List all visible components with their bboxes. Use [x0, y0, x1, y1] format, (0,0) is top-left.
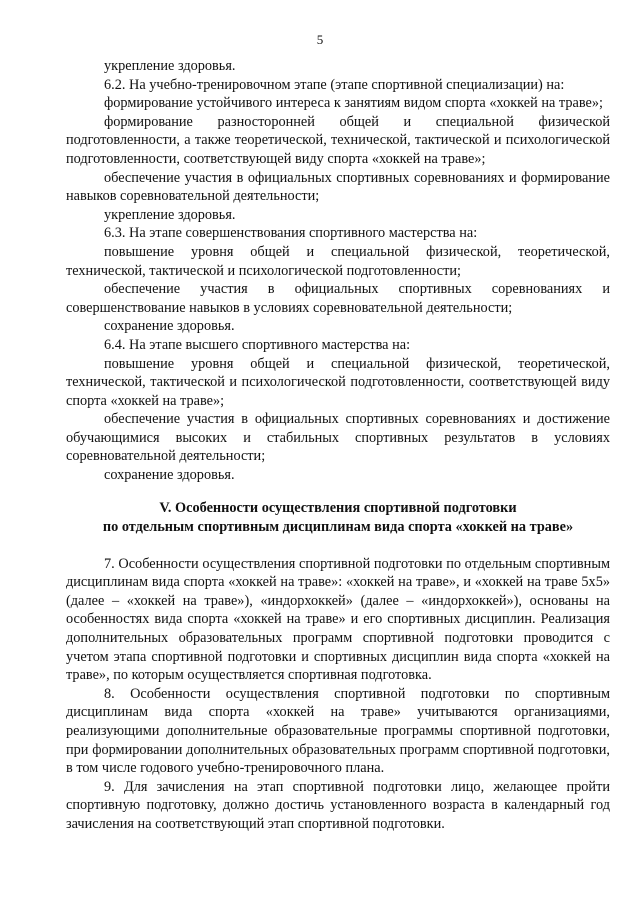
paragraph: 6.3. На этапе совершенствования спортивного мастерства на:	[104, 225, 478, 242]
paragraph: 6.4. На этапе высшего спортивного мастерства на:	[104, 336, 411, 353]
numbered-paragraph: 9. Для зачисления на этап спортивной подготовки лицо, желающее пройти спортивную подготовку, должно достичь установленного возраста в календарный год зачисления на соответствующий этап спортивной подготовки.	[66, 778, 610, 832]
paragraph: сохранение здоровья.	[104, 318, 235, 335]
paragraph: повышение уровня общей и специальной физической, теоретической, технической, тактической и психологической подготовленности;	[66, 243, 610, 279]
numbered-paragraph: 7. Особенности осуществления спортивной подготовки по отдельным спортивным дисциплинам вида спорта «хоккей на траве»: «хоккей на траве», и «хоккей на траве 5х5» (далее – «хоккей на траве»), «индорхоккей» (далее – «индорхоккей»), основаны на особенностях вида спорта «хоккей на траве» и его спортивных дисциплин. Реализация дополнительных образовательных программ спортивной подготовки проводится с учетом этапа спортивной подготовки и спортивных дисциплин вида спорта «хоккей на траве», по которым осуществляется спортивная подготовка.	[66, 555, 610, 684]
page-number: 5	[316, 32, 324, 47]
paragraph: 6.2. На учебно-тренировочном этапе (этапе спортивной специализации) на:	[104, 76, 565, 93]
paragraph: обеспечение участия в официальных спортивных соревнованиях и формирование навыков соревновательной деятельности;	[66, 169, 610, 205]
section-heading-line1: V. Особенности осуществления спортивной подготовки	[159, 499, 517, 516]
paragraph: сохранение здоровья.	[104, 467, 235, 484]
paragraph: повышение уровня общей и специальной физической, теоретической, технической, тактической и психологической подготовленности, соответствующей виду спорта «хоккей на траве»;	[66, 355, 610, 409]
paragraph: формирование разносторонней общей и специальной физической подготовленности, а также теоретической, технической, тактической и психологической подготовленности, соответствующей виду спорта «хоккей на траве»;	[66, 113, 610, 167]
paragraph: формирование устойчивого интереса к занятиям видом спорта «хоккей на траве»;	[104, 95, 603, 112]
paragraph: укрепление здоровья.	[104, 58, 236, 74]
section-heading-line2: по отдельным спортивным дисциплинам вида спорта «хоккей на траве»	[102, 518, 574, 535]
paragraph: обеспечение участия в официальных спортивных соревнованиях и достижение обучающимися высоких и стабильных спортивных результатов в условиях соревновательной деятельности;	[66, 411, 610, 465]
numbered-paragraph: 8. Особенности осуществления спортивной подготовки по спортивным дисциплинам вида спорта «хоккей на траве» учитываются организациями, реализующими дополнительные образовательные программы спортивной подготовки, при формировании дополнительных образовательных программ спортивной подготовки, в том числе годового учебно-тренировочного плана.	[66, 685, 610, 777]
bottom-paragraphs	[66, 555, 610, 834]
top-paragraphs	[66, 57, 610, 485]
section-heading	[66, 499, 610, 537]
paragraph: укрепление здоровья.	[104, 206, 236, 223]
paragraph: обеспечение участия в официальных спортивных соревнованиях и совершенствование навыков в условиях соревновательной деятельности;	[66, 281, 610, 316]
